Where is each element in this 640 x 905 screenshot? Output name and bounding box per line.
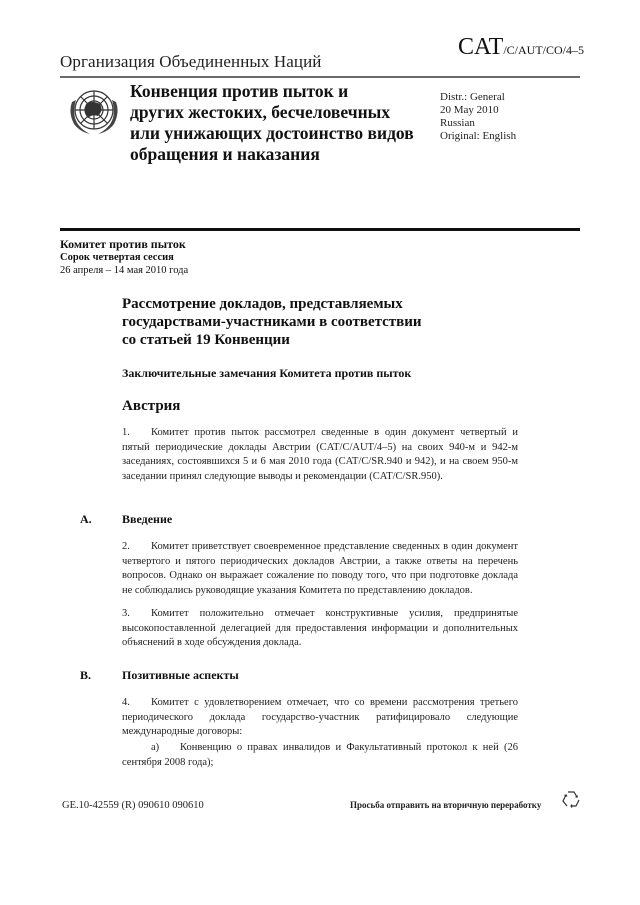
paragraph-text: Комитет с удовлетворением отмечает, что со времени рассмотрения третьего периодического доклада государство-участник ратифицировало следующие международные договоры: [122,697,518,737]
document-title [122,295,542,349]
paragraph-number: 3. [122,608,130,619]
convention-title-line: Конвенция против пыток и [130,81,349,101]
paragraph-number: 4. [122,697,130,708]
convention-title-line: или унижающих достоинство видов [130,123,414,143]
distribution-info [440,91,516,143]
section-b-heading [80,668,239,683]
header-divider [60,76,580,78]
symbol-main: CAT [458,34,504,60]
paragraph-4 [122,696,518,740]
distr-date: 20 May 2010 [440,104,499,116]
convention-title-line: других жестоких, бесчеловечных [130,102,391,122]
paragraph-text: Комитет приветствует своевременное представление сведенных в один документ четвертого и пятого периодических докладов Австрии, а также ответы на перечень вопросов. Однако он выражает сожаление по поводу того, что при подготовке доклада не соблюдались руководящие указания Комитета по представлению докладов. [122,541,518,596]
section-a-heading [80,512,172,527]
section-title: Введение [122,512,173,526]
section-letter: A. [80,512,92,526]
symbol-rest: /C/AUT/CO/4–5 [503,43,585,57]
paragraph-1 [122,426,518,484]
session-dates: 26 апреля – 14 мая 2010 года [60,265,189,276]
thick-divider [60,228,580,231]
paragraph-text: Комитет положительно отмечает конструктивные усилия, предпринятые высокопоставленной делегацией для предоставления информации и дополнительных объяснений в ходе обсуждения доклада. [122,608,518,648]
country-heading: Австрия [122,398,181,414]
paragraph-number: 2. [122,541,130,552]
section-letter: B. [80,668,92,682]
sub-item-label: a) [151,742,160,753]
sub-item-a [122,741,518,770]
title-line: со статьей 19 Конвенции [122,332,290,348]
un-emblem-icon [64,82,124,142]
sub-item-text: Конвенцию о правах инвалидов и Факультативный протокол к ней (26 сентября 2008 года); [122,742,518,768]
committee-name: Комитет против пыток [60,237,186,251]
section-title: Позитивные аспекты [122,668,239,682]
recycle-icon [560,789,582,811]
title-line: государствами-участниками в соответствии [122,314,422,330]
convention-title [130,81,430,165]
recycle-note: Просьба отправить на вторичную переработку [350,800,542,810]
session-name: Сорок четвертая сессия [60,252,174,263]
distr-label: Distr.: General [440,91,505,103]
document-subtitle: Заключительные замечания Комитета против пыток [122,366,412,380]
organization-name: Организация Объединенных Наций [60,52,322,71]
document-symbol [458,34,584,61]
paragraph-text: Комитет против пыток рассмотрел сведенные в один документ четвертый и пятый периодические доклады Австрии (CAT/C/AUT/4–5) на своих 940-м и 942-м заседаниях, состоявшихся 5 и 6 мая 2010 года (CAT/C/SR.940 и 942), и на своем 950-м заседании принял следующие выводы и рекомендации (CAT/C/SR.950). [122,427,518,482]
paragraph-number: 1. [122,427,130,438]
paragraph-2 [122,540,518,598]
job-number: GE.10-42559 (R) 090610 090610 [62,800,204,811]
paragraph-3 [122,607,518,651]
convention-title-line: обращения и наказания [130,144,320,164]
distr-language: Russian [440,117,475,129]
distr-original: Original: English [440,130,517,142]
title-line: Рассмотрение докладов, представляемых [122,296,403,312]
